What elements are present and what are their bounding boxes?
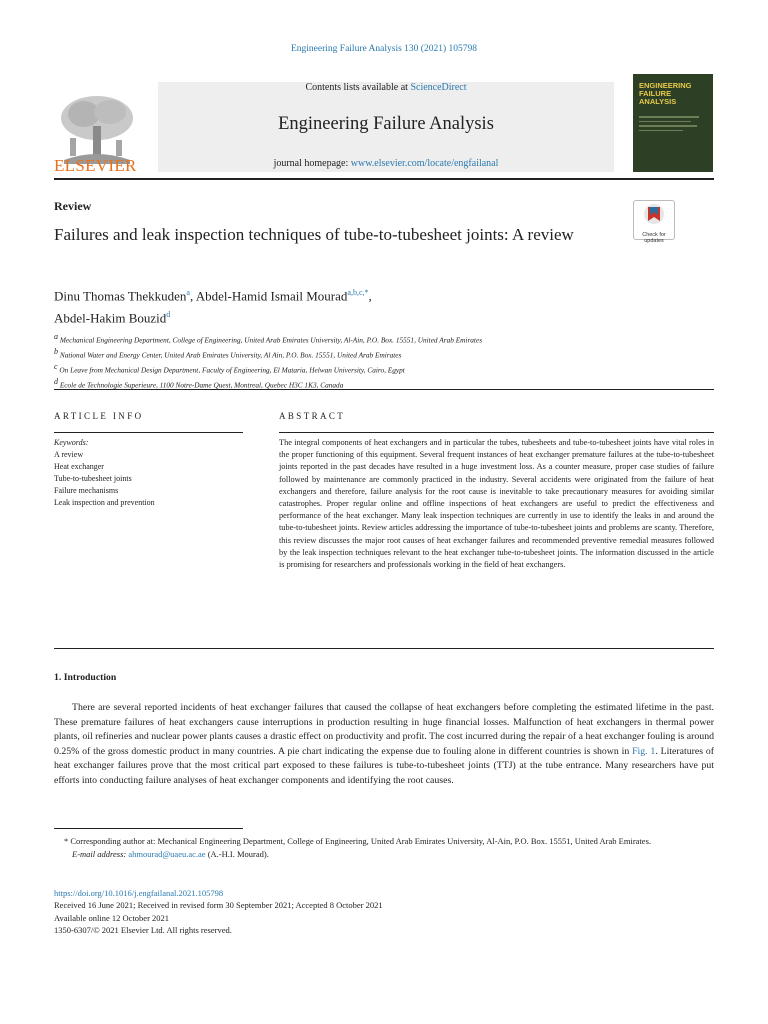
elsevier-wordmark: ELSEVIER (54, 156, 137, 175)
abstract-divider (279, 432, 714, 433)
cover-title: ENGINEERING FAILURE ANALYSIS (639, 81, 692, 106)
email-suffix: (A.-H.I. Mourad). (207, 849, 269, 859)
affiliation-text: National Water and Energy Center, United Arab Emirates University, Al Ain, P.O. Box. 15551, United Arab Emirates (59, 350, 402, 360)
keyword: A review (54, 450, 84, 459)
email-label: E-mail address: (72, 849, 127, 859)
keywords-label: Keywords: (54, 438, 89, 447)
author-name: Abdel-Hakim Bouzid (54, 310, 167, 326)
intro-text: There are several reported incidents of heat exchanger failures that caused the collapse of heat exchangers before completing the estimated lifetime in the past. These premature failures of heat exchangers cause interruptions in production resulting in huge financial losses. Malfunction of heat exchangers in thermal power plants, oil refineries and nuclear power plants causes a drastic effect on productivity and profit. The cost incurred during the repair of a heat exchanger fouling is around 0.25% of the gross domestic product in many countries. A pie chart indicating the expense due to fouling alone in different countries is shown in (54, 702, 714, 757)
abstract-bottom-divider (54, 648, 714, 649)
author-affiliation-marker[interactable]: a (186, 288, 190, 297)
keyword: Failure mechanisms (54, 486, 119, 495)
article-info-divider (54, 432, 243, 433)
author-separator: , (189, 288, 196, 304)
author-separator: , (368, 288, 372, 304)
corresponding-author-note (54, 835, 714, 848)
intro-text: . Literatures of heat exchanger failures prove that the most critical part exposed to these failures is tube-to-tubesheet joints (TTJ) at the tube entrance. Many researchers have put efforts into conducting failure analyses of heat exchanger components and identifying the root causes. (54, 745, 714, 786)
author-affiliation-marker[interactable]: a,b,c,* (347, 288, 369, 297)
author-name: Dinu Thomas Thekkuden (54, 288, 187, 304)
available-online: Available online 12 October 2021 (54, 912, 170, 923)
introduction-paragraph (54, 701, 714, 789)
journal-cover-image (633, 74, 713, 172)
footnote (54, 835, 714, 861)
section-heading-introduction: 1. Introduction (54, 672, 117, 683)
contents-prefix: Contents lists available at (305, 82, 411, 93)
article-title: Failures and leak inspection techniques of tube-to-tubesheet joints: A review (54, 225, 574, 244)
footnote-divider (54, 828, 243, 829)
affiliation-marker: a (54, 332, 58, 341)
publication-info (54, 887, 714, 937)
affiliation-line (54, 331, 694, 346)
article-info-heading: ARTICLE INFO (54, 411, 144, 421)
email-link[interactable]: ahmourad@uaeu.ac.ae (128, 849, 206, 859)
affiliation-line (54, 346, 694, 361)
abstract-heading: ABSTRACT (279, 411, 346, 421)
keyword: Heat exchanger (54, 462, 104, 471)
affiliation-marker: b (54, 347, 58, 357)
cover-text-lines (639, 116, 705, 134)
keywords-block (54, 437, 254, 509)
figure-1-link[interactable]: Fig. 1 (632, 745, 656, 757)
keyword: Tube-to-tubesheet joints (54, 474, 132, 483)
author-affiliation-marker[interactable]: d (166, 309, 171, 319)
sciencedirect-link[interactable]: ScienceDirect (410, 82, 467, 93)
affiliation-text: On Leave from Mechanical Design Department, Faculty of Engineering, El Mataria, Helwan University, Cairo, Egypt (59, 365, 405, 375)
homepage-link[interactable]: www.elsevier.com/locate/engfailanal (350, 158, 499, 169)
received-dates: Received 16 June 2021; Received in revised form 30 September 2021; Accepted 8 October 2021 (54, 900, 383, 911)
check-for-updates-button[interactable] (633, 200, 675, 244)
article-type: Review (54, 199, 92, 213)
affiliation-divider (54, 389, 714, 390)
affiliations (54, 331, 694, 391)
copyright: 1350-6307/© 2021 Elsevier Ltd. All rights reserved. (54, 925, 232, 936)
journal-name: Engineering Failure Analysis (278, 114, 494, 134)
email-line (54, 848, 714, 861)
header-divider (54, 178, 714, 180)
affiliation-line (54, 361, 694, 376)
contents-line (158, 82, 614, 93)
journal-homepage (158, 158, 614, 169)
journal-citation[interactable]: Engineering Failure Analysis 130 (2021) 105798 (290, 44, 477, 54)
author-name: Abdel-Hamid Ismail Mourad (195, 288, 348, 304)
corresponding-text: Corresponding author at: Mechanical Engineering Department, College of Engineering, United Arab Emirates University, Al-Ain, P.O. Box. 15551, United Arab Emirates. (70, 836, 651, 846)
check-for-updates-label: Check for updates (642, 232, 666, 244)
affiliation-text: Ecole de Technologie Superieure, 1100 Notre-Dame Quest, Montreal, Quebec H3C 1K3, Canada (59, 380, 344, 390)
doi-link[interactable]: https://doi.org/10.1016/j.engfailanal.2021.105798 (54, 888, 224, 898)
author-list (54, 284, 654, 328)
footnote-marker: * (64, 836, 69, 846)
keyword: Leak inspection and prevention (54, 498, 155, 507)
affiliation-text: Mechanical Engineering Department, College of Engineering, United Arab Emirates University, Al-Ain, P.O. Box. 15551, United Arab Emirates (59, 335, 483, 345)
crossmark-icon (634, 201, 674, 227)
abstract-text: The integral components of heat exchangers and in particular the tubes, tubesheets and tube-to-tubesheet joints have vital roles in the proper functioning of this equipment. Several frequent instances of heat exchanger premature failures at the tube-to-tubesheet joints reported in the past decades have resulted in a huge investment loss. As a counter measure, proper case studies of failure followed by maintenance are commonly practiced in the industry. Several accidents were originated from the failure of heat exchangers and therefore, failure analysis for the root cause is inevitable to take precautionary measures for avoiding similar catastrophes. Proper regular online and offline inspections of heat exchangers are useful to predict the effectiveness and performance of the heat exchanger. Many leak inspection techniques are currently in use to identify the leaks in and around the tube-to-tubesheet joints. Review articles addressing the importance of tube-to-tubesheet joints and problems are scanty. Therefore, this review discusses the major root causes of heat exchanger failures and recommended preventive remedial measures followed by the leak inspection techniques relevant to the heat exchanger tube-to-tubesheet joints. The information discussed in the article is promising for researchers and professionals working in the field of heat exchangers. (279, 438, 714, 570)
homepage-prefix: journal homepage: (273, 158, 351, 169)
affiliation-marker: c (54, 362, 58, 372)
affiliation-marker: d (54, 377, 58, 387)
